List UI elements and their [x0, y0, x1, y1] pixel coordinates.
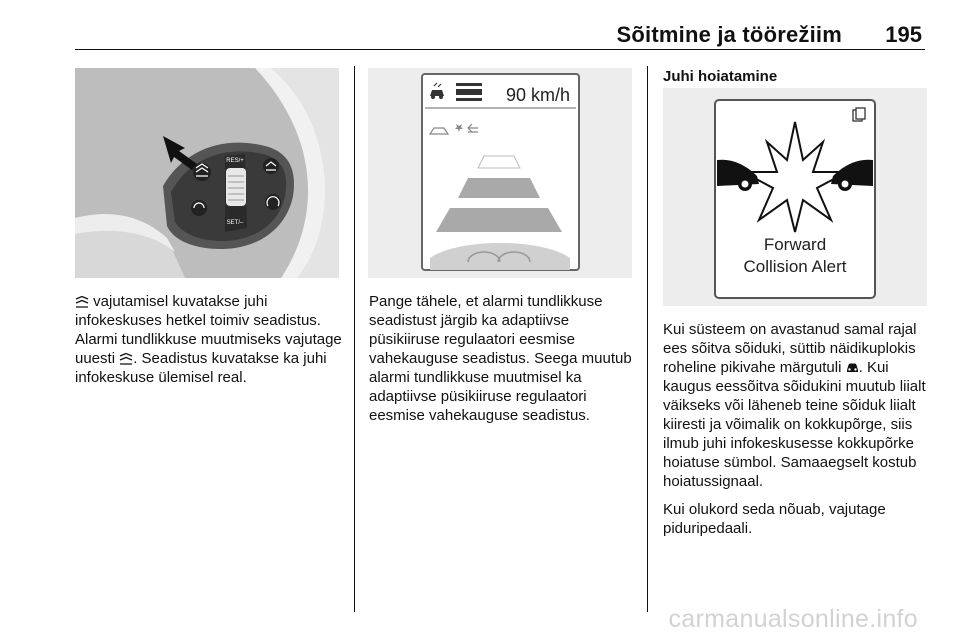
section-subheading: Juhi hoiatamine [663, 68, 778, 85]
column-divider-left [354, 66, 355, 612]
header-rule [75, 49, 925, 50]
forward-collision-alert-figure [663, 88, 927, 306]
column-3-text [663, 320, 931, 547]
driver-info-display-figure [368, 68, 632, 278]
distance-setting-icon [75, 296, 89, 308]
set-button-label: SET/– [226, 220, 244, 226]
cancel-button-icon [265, 194, 281, 210]
steering-wheel-figure [75, 68, 339, 278]
header-title: Sõitmine ja töörežiim [616, 22, 842, 47]
set-speed-readout: 90 km/h [505, 85, 571, 105]
page-number: 195 [885, 22, 922, 47]
col1-paragraph-1: vajutamisel kuvatakse juhi infokeskuses hetkel toimiv seadistus. Alarmi tundlikkuse muutmiseks vajutage uuesti . Seadistus kuvatakse ka juhi infokeskuse ülemisel real. [75, 293, 342, 386]
lim-button-icon [191, 200, 207, 216]
distance-setting-icon [119, 353, 133, 365]
column-2-text [369, 292, 641, 434]
cruise-on-off-icon [263, 158, 279, 174]
col3-paragraph-1: Kui süsteem on avastanud samal rajal ees sõitva sõiduki, süttib näidikuplokis roheline pikivahe märgutuli . Kui kaugus eessõitva sõidukini muutub liialt väikseks või läheneb teine sõiduk liialt kiiresti ja võimalik on kokkupõrge, siis ilmub juhi infokeskusesse kokkupõrke hoiatuse sümbol. Samaaegselt kostub hoiatussignaal. [663, 321, 926, 490]
distance-setting-button-icon [193, 163, 211, 181]
col2-paragraph-1: Pange tähele, et alarmi tundlikkuse seadistust järgib ka adaptiivse püsikiiruse regulaatori eesmise vahekauguse seadistus. Seega muutub alarmi tundlikkuse muutmisel ka adaptiivse püsikiiruse regulaatori eesmise vahekauguse seadistus. [369, 293, 632, 424]
column-divider-right [647, 66, 648, 612]
alert-caption-line-2: Collision Alert [743, 257, 847, 276]
page-header [0, 0, 960, 52]
watermark: carmanualsonline.info [668, 605, 918, 633]
vehicle-ahead-indicator-icon [846, 362, 859, 374]
res-button-label: RES/+ [226, 158, 244, 164]
column-1-text [75, 292, 345, 396]
col3-paragraph-2: Kui olukord seda nõuab, vajutage piduripedaali. [663, 501, 886, 537]
gap-bars-icon [456, 83, 482, 101]
alert-caption-line-1: Forward [763, 235, 827, 254]
